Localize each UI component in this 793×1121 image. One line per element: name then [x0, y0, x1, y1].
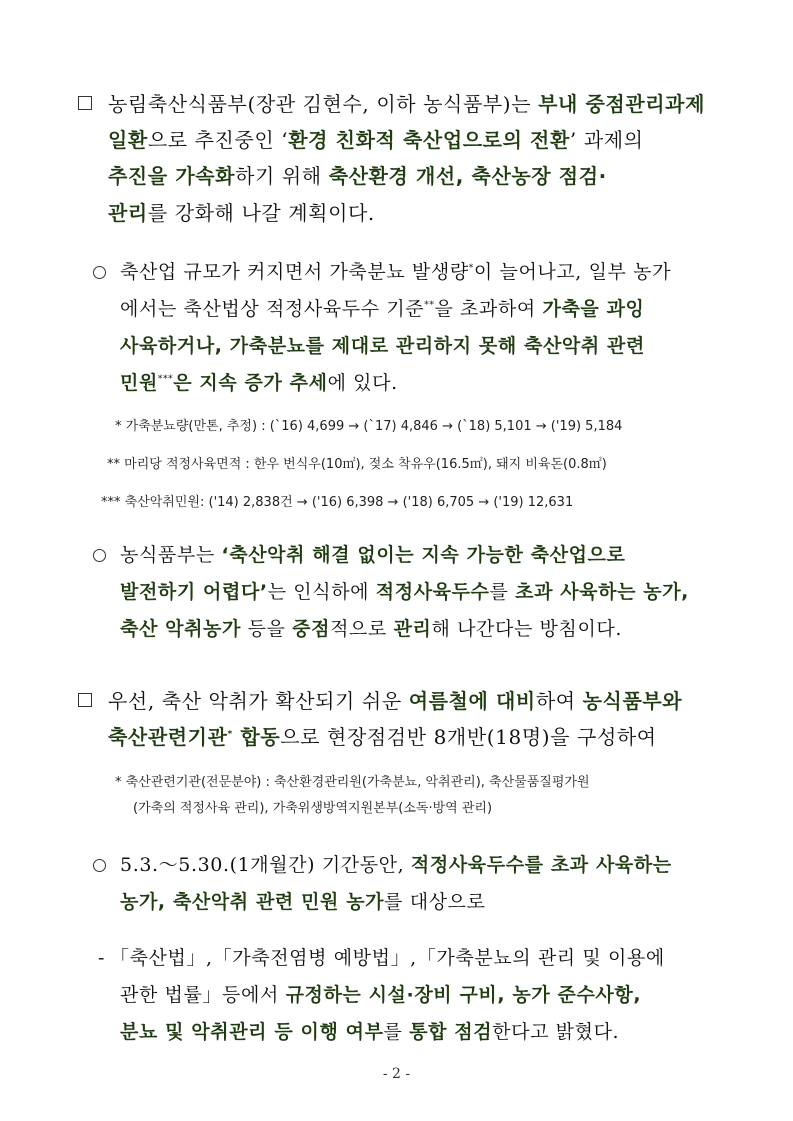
emphasis: 발전하기 어렵다’	[120, 581, 268, 603]
emphasis: 민원	[120, 372, 158, 394]
bullet1-line3	[120, 331, 645, 361]
bullet3-line2	[120, 887, 486, 917]
footnote-mark: ***	[157, 374, 174, 385]
text: 에서는 축산법상 적정사육두수 기준	[120, 298, 425, 320]
text: 에 있다.	[327, 372, 398, 394]
emphasis: 적정사육두수	[375, 581, 490, 603]
text: 으로 현장점검반 8개반(18명)을 구성하여	[280, 725, 657, 749]
section1-line4	[108, 198, 375, 228]
section-marker-box	[78, 96, 92, 110]
section-marker-box	[78, 693, 92, 707]
text: 해 나간다는 방침이다.	[431, 618, 623, 640]
page-number: - 2 -	[382, 1066, 411, 1082]
text: 적으로	[330, 618, 394, 640]
footnote-waste-volume: * 가축분뇨량(만톤, 추정) : (`16) 4,699 → (`17) 4,846 → (`18) 5,101 → ('19) 5,184	[115, 419, 623, 434]
footnote-related-agencies-cont: (가축의 적정사육 관리), 가축위생방역지원본부(소독·방역 관리)	[133, 801, 493, 816]
bullet-circle	[93, 549, 106, 562]
text: 한다고 밝혔다.	[492, 1021, 620, 1043]
emphasis: 추진을 가속화	[108, 164, 236, 188]
footnote-odor-complaints: *** 축산악취민원: ('14) 2,838건 → ('16) 6,398 → ('18) 6,705 → ('19) 12,631	[101, 495, 574, 510]
text: 「축산법」,「가축전염병 예방법」,「가축분뇨의 관리 및 이용에	[110, 947, 665, 969]
dash-marker: -	[98, 947, 105, 969]
footnote-related-agencies: * 축산관련기관(전문분야) : 축산환경관리원(가축분뇨, 악취관리), 축산물품질평가원	[115, 775, 590, 790]
emphasis: 적정사육두수를 초과 사육하는	[410, 854, 672, 876]
text: 이 늘어나고, 일부 농가	[473, 261, 672, 283]
section1-line1	[108, 89, 705, 119]
text: 는 인식하에	[267, 581, 376, 603]
emphasis: 축산환경 개선, 축산농장 점검·	[328, 164, 607, 188]
text: 를	[383, 1021, 410, 1043]
section2-line2	[108, 722, 657, 752]
bullet-circle	[93, 266, 106, 279]
emphasis: ‘축산악취 해결 없이는 지속 가능한 축산업으로	[221, 544, 626, 566]
text: 축산업 규모가 커지면서 가축분뇨 발생량	[120, 261, 469, 283]
emphasis: 중점	[292, 618, 331, 640]
emphasis: 관리	[108, 201, 148, 225]
emphasis: 합동	[232, 725, 281, 749]
text: 농식품부는	[120, 544, 222, 566]
emphasis: 여름철에 대비	[408, 689, 536, 713]
text: 하여	[535, 689, 583, 713]
text: 농림축산식품부(장관 김현수, 이하 농식품부)는	[108, 92, 539, 116]
footnote-mark: **	[424, 300, 435, 311]
emphasis: 부내 중점관리과제	[538, 92, 706, 116]
text: 등을	[240, 618, 293, 640]
text: 5.3.～5.30.(1개월간) 기간동안,	[120, 854, 411, 876]
text: 우선, 축산 악취가 확산되기 쉬운	[108, 689, 409, 713]
text: 하기 위해	[235, 164, 329, 188]
emphasis: 일환	[108, 128, 148, 152]
dash1-line1	[110, 943, 665, 973]
text: ’ 과제의	[569, 128, 644, 152]
text: 를 강화해 나갈 계획이다.	[147, 201, 375, 225]
bullet1-line1	[120, 257, 671, 287]
emphasis: 환경 친화적 축산업으로의 전환	[288, 128, 570, 152]
section1-line2	[108, 125, 644, 155]
bullet1-line4	[120, 368, 398, 398]
emphasis: 농식품부와	[582, 689, 683, 713]
emphasis: 사육하거나, 가축분뇨를 제대로 관리하지 못해 축산악취 관련	[120, 335, 645, 357]
emphasis: 축산 악취농가	[120, 618, 241, 640]
section2-line1	[108, 686, 682, 716]
text: 을 초과하여	[434, 298, 543, 320]
emphasis: 통합 점검	[409, 1021, 493, 1043]
dash1-line2	[120, 980, 641, 1010]
bullet2-line3	[120, 614, 622, 644]
emphasis: 분뇨 및 악취관리 등 이행 여부	[120, 1021, 384, 1043]
bullet1-line2	[120, 294, 645, 324]
bullet-circle	[93, 859, 106, 872]
bullet3-line1	[120, 850, 672, 880]
emphasis: 은 지속 증가 추세	[173, 372, 328, 394]
text: 관한 법률」등에서	[120, 984, 286, 1006]
emphasis: 초과 사육하는 농가,	[515, 581, 689, 603]
text: 를 대상으로	[384, 891, 486, 913]
emphasis: 관리	[393, 618, 432, 640]
text: 으로 추진중인 ‘	[147, 128, 289, 152]
emphasis: 농가, 축산악취 관련 민원 농가	[120, 891, 385, 913]
bullet2-line2	[120, 577, 689, 607]
dash1-line3	[120, 1017, 619, 1047]
emphasis: 가축을 과잉	[542, 298, 645, 320]
footnote-area-per-head: ** 마리당 적정사육면적 : 한우 번식우(10㎡), 젖소 착유우(16.5㎡), 돼지 비육돈(0.8㎡)	[107, 457, 607, 472]
section1-line3	[108, 161, 607, 191]
bullet2-line1	[120, 540, 625, 570]
footnote-mark: *	[227, 729, 233, 740]
text: 를	[489, 581, 516, 603]
emphasis: 축산관련기관	[108, 725, 228, 749]
footnote-mark: *	[468, 263, 474, 274]
emphasis: 규정하는 시설·장비 구비, 농가 준수사항,	[285, 984, 642, 1006]
